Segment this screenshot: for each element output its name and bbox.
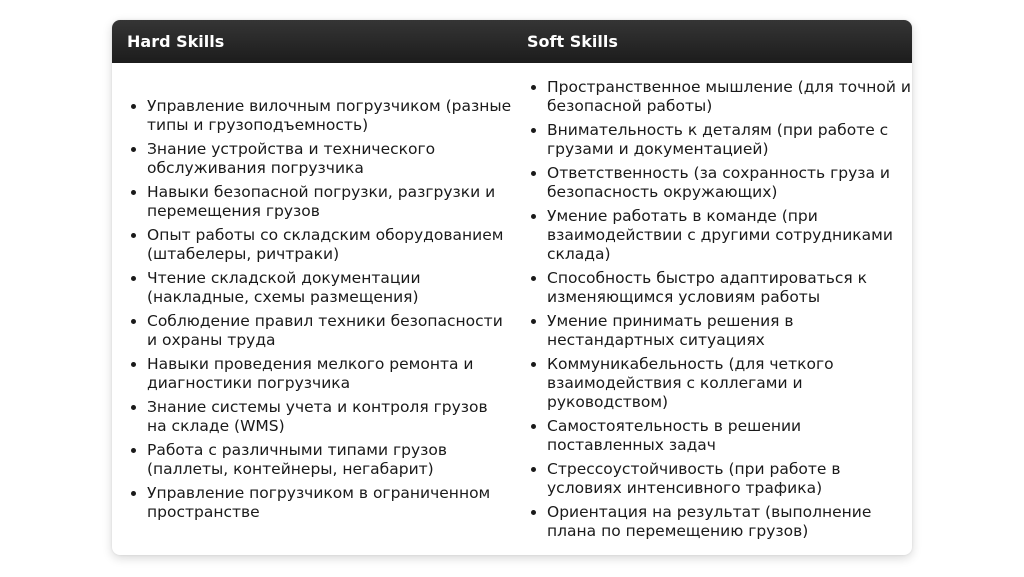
list-item: • Навыки проведения мелкого ремонта и диагностики погрузчика [147, 355, 512, 393]
list-item: • Пространственное мышление (для точной и безопасной работы) [547, 78, 912, 116]
list-item: • Стрессоустойчивость (при работе в условиях интенсивного трафика) [547, 460, 912, 498]
soft-skills-column [512, 63, 912, 555]
hard-skills-list [112, 97, 512, 522]
list-item: • Ответственность (за сохранность груза и безопасность окружающих) [547, 164, 912, 202]
list-item: • Знание устройства и технического обслуживания погрузчика [147, 140, 512, 178]
table-header [112, 20, 912, 63]
list-item: • Соблюдение правил техники безопасности и охраны труда [147, 312, 512, 350]
list-item: • Способность быстро адаптироваться к изменяющимся условиям работы [547, 269, 912, 307]
list-item: • Внимательность к деталям (при работе с грузами и документацией) [547, 121, 912, 159]
list-item: • Чтение складской документации (накладные, схемы размещения) [147, 269, 512, 307]
list-item: • Управление погрузчиком в ограниченном пространстве [147, 484, 512, 522]
hard-skills-column [112, 63, 512, 555]
list-item: • Самостоятельность в решении поставленных задач [547, 417, 912, 455]
header-soft-skills: Soft Skills [527, 32, 618, 51]
list-item: • Знание системы учета и контроля грузов на складе (WMS) [147, 398, 512, 436]
skills-table [112, 20, 912, 555]
list-item: • Навыки безопасной погрузки, разгрузки и перемещения грузов [147, 183, 512, 221]
list-item: • Коммуникабельность (для четкого взаимодействия с коллегами и руководством) [547, 355, 912, 412]
header-hard-skills: Hard Skills [127, 32, 225, 51]
list-item: • Опыт работы со складским оборудованием (штабелеры, ричтраки) [147, 226, 512, 264]
list-item: • Умение принимать решения в нестандартных ситуациях [547, 312, 912, 350]
table-body [112, 63, 912, 555]
soft-skills-list [512, 78, 912, 541]
list-item: • Умение работать в команде (при взаимодействии с другими сотрудниками склада) [547, 207, 912, 264]
list-item: • Управление вилочным погрузчиком (разные типы и грузоподъемность) [147, 97, 512, 135]
list-item: • Работа с различными типами грузов (паллеты, контейнеры, негабарит) [147, 441, 512, 479]
list-item: • Ориентация на результат (выполнение плана по перемещению грузов) [547, 503, 912, 541]
